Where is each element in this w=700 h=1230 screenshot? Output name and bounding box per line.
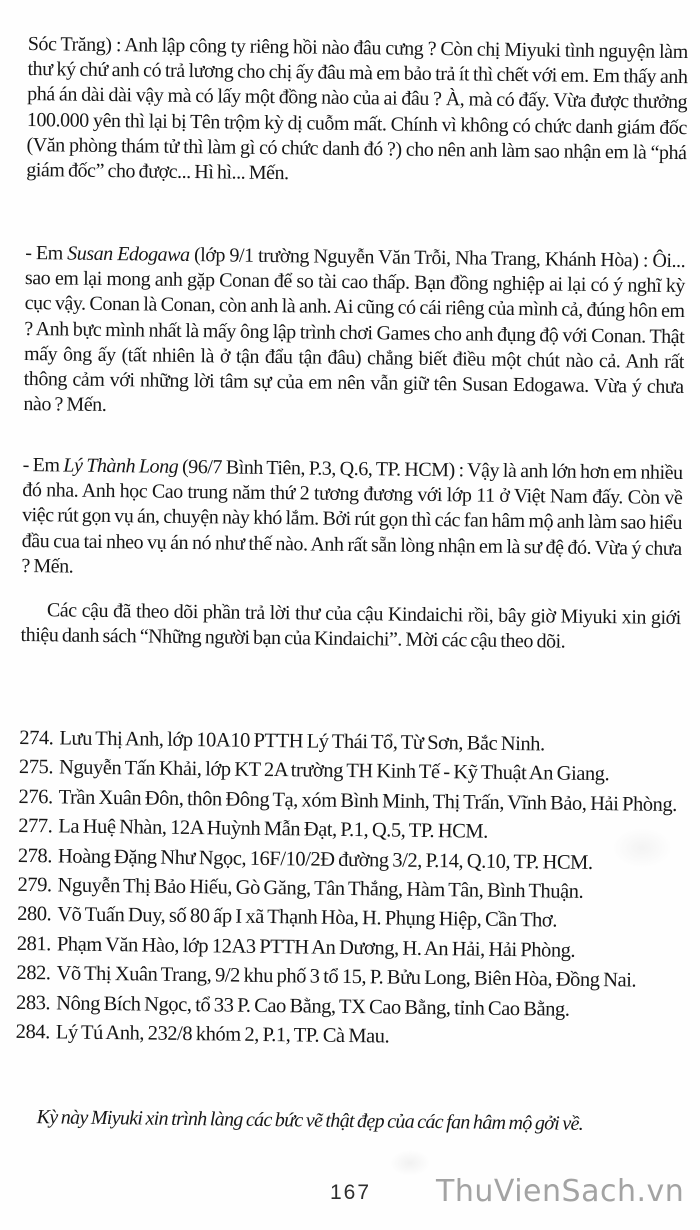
list-item-text: La Huệ Nhàn, 12A Huỳnh Mẫn Đạt, P.1, Q.5, TP. HCM. <box>58 815 488 843</box>
text-run: - Em <box>22 453 64 477</box>
list-item-text: Võ Tuấn Duy, số 80 ấp I xã Thạnh Hòa, H. Phụng Hiệp, Cần Thơ. <box>57 903 558 932</box>
list-item-number: 281. <box>16 932 52 956</box>
closing-line: Kỳ này Miyuki xin trình làng các bức vẽ thật đẹp của các fan hâm mộ gởi về. <box>36 1106 584 1135</box>
friend-list <box>16 724 682 1056</box>
list-item-text: Trần Xuân Đôn, thôn Đông Tạ, xóm Bình Minh, Thị Trấn, Vĩnh Bảo, Hải Phòng. <box>58 786 678 816</box>
list-item-text: Lý Tú Anh, 232/8 khóm 2, P.1, TP. Cà Mau. <box>55 1021 390 1048</box>
paragraph-2 <box>23 241 685 425</box>
text-run: Sóc Trăng) : Anh lập công ty riêng hồi nào đâu cưng ? Còn chị Miyuki tình nguyện làm thư ký chứ anh có trả lương cho chị ấy đâu mà em bảo trả ít thì chết với em. Em thấy anh phá án dài dài vậy mà có lấy một đồng nào của ai đâu ? À, mà có đấy. Vừa được thưởng 100.000 yên thì lại bị Tên trộm kỳ dị cuỗm mất. Chính vì không có chức danh giám đốc (Văn phòng thám tử thì làm gì có chức danh đó ?) cho nên anh làm sao nhận em là “phá giám đốc” cho được... Hì hì... Mến. <box>26 32 688 185</box>
list-item-text: Nguyễn Thị Bảo Hiếu, Gò Găng, Tân Thắng, Hàm Tân, Bình Thuận. <box>57 874 584 903</box>
watermark-text: ThuVienSach.vn <box>436 1174 685 1209</box>
list-item-number: 279. <box>17 873 52 897</box>
italic-name: Lý Thành Long <box>63 454 179 478</box>
paragraphs-container <box>20 30 690 653</box>
text-run: Các cậu đã theo dõi phần trả lời thư của cậu Kindaichi rồi, bây giờ Miyuki xin giới thiệu danh sách “Những người bạn của Kindaichi”. Mời các cậu theo dõi. <box>20 599 681 653</box>
list-item-text: Hoàng Đặng Như Ngọc, 16F/10/2Đ đường 3/2, P.14, Q.10, TP. HCM. <box>57 845 593 874</box>
text-run: - Em <box>25 241 68 265</box>
list-item-number: 283. <box>15 991 51 1014</box>
text-run: (lớp 9/1 trường Nguyễn Văn Trỗi, Nha Trang, Khánh Hòa) : Ôi... sao em lại mong anh gặp Conan để so tài cao thấp. Bạn đồng nghiệp ai lại có ý nghĩ kỳ cục vậy. Conan là Conan, còn anh là anh. Ai cũng có cái riêng của mình cả, đúng hôn em ? Anh bực mình nhất là mấy ông lập trình chơi Games cho anh đụng độ với Conan. Thật mấy ông ấy (tất nhiên là ở tận đẩu tận đâu) chẳng biết điều một chút nào cả. Anh rất thông cảm với những lời tâm sự của em nên vẫn giữ tên Susan Edogawa. Vừa ý chưa nào ? Mến. <box>23 243 686 417</box>
list-item-text: Lưu Thị Anh, lớp 10A10 PTTH Lý Thái Tổ, Từ Sơn, Bắc Ninh. <box>59 727 545 756</box>
list-item-number: 278. <box>17 844 53 867</box>
printed-text-block <box>14 30 690 1188</box>
paragraph-4 <box>20 598 681 656</box>
list-item-number: 282. <box>16 962 51 985</box>
text-run: (96/7 Bình Tiên, P.3, Q.6, TP. HCM) : Vậy là anh lớn hơn em nhiều đó nha. Anh học Cao trung năm thứ 2 tương đương với lớp 11 ở Việt Nam đấy. Còn về việc rút gọn vụ án, chuyện này khó lắm. Bởi rút gọn thì các fan hâm mộ anh làm sao hiểu đầu cua tai nheo vụ án nó như thế nào. Anh rất sẵn lòng nhận em là sư đệ đó. Vừa ý chưa ? Mến. <box>21 455 683 578</box>
list-item-number: 277. <box>18 815 53 838</box>
list-item-number: 274. <box>19 726 54 750</box>
scan-smudge <box>612 828 672 868</box>
list-item-text: Nông Bích Ngọc, tổ 33 P. Cao Bằng, TX Cao Bằng, tỉnh Cao Bằng. <box>56 992 570 1021</box>
list-item-number: 284. <box>15 1020 50 1044</box>
list-item-number: 276. <box>18 785 53 809</box>
list-item-number: 275. <box>18 756 54 779</box>
paragraph-1 <box>26 32 688 191</box>
list-item-text: Võ Thị Xuân Trang, 9/2 khu phố 3 tổ 15, P. Bửu Long, Biên Hòa, Đồng Nai. <box>56 962 637 992</box>
paragraph-3 <box>21 453 682 587</box>
italic-name: Susan Edogawa <box>67 242 190 266</box>
scan-smudge <box>390 1150 430 1176</box>
list-item-text: Nguyễn Tấn Khải, lớp KT 2A trường TH Kinh Tế - Kỹ Thuật An Giang. <box>58 756 610 786</box>
list-item-text: Phạm Văn Hào, lớp 12A3 PTTH An Dương, H. An Hải, Hải Phòng. <box>56 933 576 962</box>
page-number: 167 <box>330 1181 372 1204</box>
list-item-number: 280. <box>17 903 52 926</box>
